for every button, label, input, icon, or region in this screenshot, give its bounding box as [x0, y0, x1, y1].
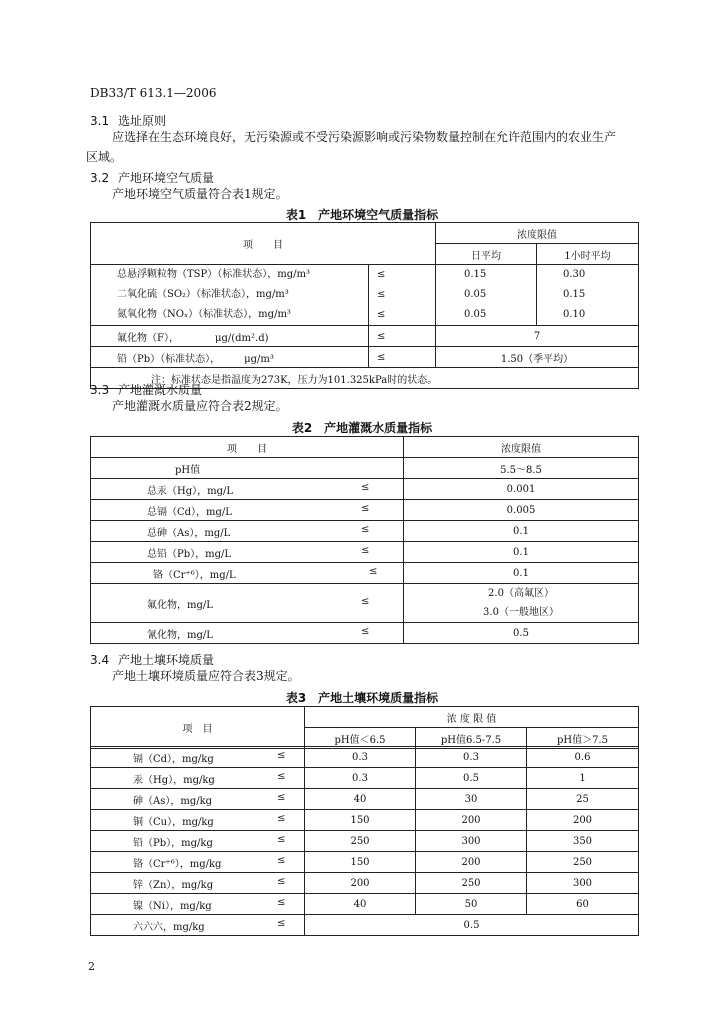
table-3-header-item: 项 目 — [91, 707, 305, 749]
table-row — [91, 810, 639, 831]
section-3-4-heading — [90, 651, 214, 668]
table-cell: 200 — [305, 873, 416, 894]
table-row — [91, 347, 639, 368]
table-3 — [90, 706, 639, 749]
table-2-item — [91, 542, 404, 563]
table-3-item — [91, 789, 305, 810]
table-cell: 0.05 — [464, 289, 487, 300]
table-3-header-ph-mid: pH值6.5-7.5 — [416, 728, 527, 749]
table-3-body — [90, 746, 639, 936]
leq-symbol: ≤ — [361, 523, 370, 535]
item-label: 总镉（Cd），mg/L — [147, 506, 232, 518]
table-cell: 5.5～8.5 — [404, 458, 639, 479]
table-3-item — [91, 894, 305, 915]
table-row — [91, 623, 639, 644]
table-cell: 0.3 — [305, 747, 416, 768]
section-3-1-text-line2: 区域。 — [86, 150, 123, 164]
table-cell: 0.10 — [563, 309, 586, 320]
section-number: 3.1 — [90, 114, 110, 128]
table-1-header-hour: 1小时平均 — [537, 244, 639, 265]
table-cell: 0.3 — [416, 747, 527, 768]
item-label: 锌（Zn），mg/kg — [133, 879, 214, 891]
table-2 — [90, 436, 639, 644]
table-1-header-day: 日平均 — [436, 244, 537, 265]
table-cell: 0.1 — [404, 563, 639, 584]
table-1-fluoride-item — [91, 326, 369, 347]
table-cell: 250 — [527, 852, 639, 873]
section-number: 3.3 — [90, 383, 110, 397]
table-row — [91, 894, 639, 915]
leq-symbol: ≤ — [377, 309, 386, 320]
table-row — [91, 563, 639, 584]
leq-symbol: ≤ — [361, 481, 370, 493]
leq-symbol: ≤ — [361, 502, 370, 514]
table-3-item — [91, 810, 305, 831]
table-cell: 150 — [305, 810, 416, 831]
table-cell: 0.1 — [404, 521, 639, 542]
table-cell: 0.1 — [404, 542, 639, 563]
table-cell: 0.3 — [305, 768, 416, 789]
table-row — [91, 500, 639, 521]
table-cell: 0.05 — [464, 309, 487, 320]
table-cell: 200 — [416, 810, 527, 831]
table-1-header-item: 项 目 — [91, 223, 436, 265]
section-3-3-heading — [90, 381, 202, 398]
table-cell: 250 — [305, 831, 416, 852]
section-number: 3.4 — [90, 653, 110, 667]
table-3-item — [91, 915, 305, 936]
leq-symbol: ≤ — [277, 812, 286, 824]
table-2-caption: 表2 产地灌溉水质量指标 — [291, 421, 433, 435]
table-cell: 300 — [527, 873, 639, 894]
table-cell: 0.6 — [527, 747, 639, 768]
item-label: 总汞（Hg），mg/L — [147, 485, 234, 497]
table-2-item — [91, 500, 404, 521]
table-3-header-ph-low: pH值＜6.5 — [305, 728, 416, 749]
table-cell: 0.5 — [416, 768, 527, 789]
leq-symbol: ≤ — [361, 625, 370, 637]
section-title: 产地土壤环境质量 — [118, 653, 215, 667]
table-cell: 300 — [416, 831, 527, 852]
table-3-item — [91, 852, 305, 873]
table-cell: 30 — [416, 789, 527, 810]
section-title: 产地灌溉水质量 — [118, 383, 203, 397]
table-cell: 60 — [527, 894, 639, 915]
table-row-item: 二氧化硫（SO₂）（标准状态），mg/m³ — [117, 289, 289, 300]
leq-symbol: ≤ — [277, 833, 286, 845]
table-cell: 7 — [436, 326, 639, 347]
section-3-4-text: 产地土壤环境质量应符合表3规定。 — [112, 669, 300, 683]
table-2-item — [91, 623, 404, 644]
table-cell: 200 — [527, 810, 639, 831]
leq-symbol: ≤ — [361, 544, 370, 556]
leq-symbol: ≤ — [277, 896, 286, 908]
item-label: 铅（Pb），mg/kg — [133, 837, 213, 849]
table-2-header-limit: 浓度限值 — [404, 437, 639, 458]
table-cell: 25 — [527, 789, 639, 810]
table-1-gas-symbols — [369, 265, 436, 326]
table-row — [91, 521, 639, 542]
item-label: 砷（As），mg/kg — [133, 795, 213, 807]
table-cell: 0.30 — [563, 269, 586, 280]
table-row — [91, 326, 639, 347]
table-row — [91, 584, 639, 623]
section-number: 3.2 — [90, 171, 110, 185]
table-cell: 250 — [416, 873, 527, 894]
document-header: DB33/T 613.1—2006 — [90, 86, 217, 100]
item-label: 铜（Cu），mg/kg — [133, 816, 214, 828]
table-cell: 50 — [416, 894, 527, 915]
table-2-item — [91, 521, 404, 542]
leq-symbol: ≤ — [369, 347, 436, 368]
table-cell: 0.15 — [464, 269, 487, 280]
table-cell: 350 — [527, 831, 639, 852]
table-3-header-limit: 浓 度 限 值 — [305, 707, 639, 728]
leq-symbol: ≤ — [277, 854, 286, 866]
item-label: 铅（Pb）（标准状态）， — [117, 353, 221, 365]
table-3-item — [91, 747, 305, 768]
item-label: 总铅（Pb），mg/L — [147, 548, 232, 560]
table-2-fluoride-values — [404, 584, 639, 623]
table-cell: 0.5 — [404, 623, 639, 644]
table-row-item: 总悬浮颗粒物（TSP）（标准状态），mg/m³ — [117, 269, 310, 280]
table-row — [91, 479, 639, 500]
leq-symbol: ≤ — [277, 749, 286, 761]
table-2-ph-item: pH值 — [91, 458, 404, 479]
table-row — [91, 747, 639, 768]
table-3-item — [91, 831, 305, 852]
table-row — [91, 542, 639, 563]
table-2-item — [91, 584, 404, 623]
table-cell: 2.0（高氟区） — [488, 588, 554, 599]
table-row — [91, 458, 639, 479]
table-cell: 1.50（季平均） — [436, 347, 639, 368]
table-2-header-item: 项 目 — [91, 437, 404, 458]
table-cell: 150 — [305, 852, 416, 873]
leq-symbol: ≤ — [361, 595, 370, 607]
table-cell: 1 — [527, 768, 639, 789]
table-row — [91, 831, 639, 852]
table-row — [91, 852, 639, 873]
item-label: 汞（Hg），mg/kg — [133, 774, 215, 786]
leq-symbol: ≤ — [277, 875, 286, 887]
leq-symbol: ≤ — [277, 917, 286, 929]
table-row — [91, 768, 639, 789]
section-3-2-heading — [90, 169, 214, 186]
section-3-1-heading — [90, 112, 166, 129]
table-1-gas-hour-values — [537, 265, 639, 326]
item-label: 氟化物，mg/L — [147, 599, 213, 611]
table-row — [91, 915, 639, 936]
table-row — [91, 873, 639, 894]
table-3-item — [91, 768, 305, 789]
section-title: 选址原则 — [118, 114, 167, 128]
table-2-item — [91, 563, 404, 584]
table-1-caption: 表1 产地环境空气质量指标 — [285, 208, 439, 222]
table-cell: 200 — [416, 852, 527, 873]
table-1-gas-day-values — [436, 265, 537, 326]
section-3-3-text: 产地灌溉水质量应符合表2规定。 — [112, 399, 288, 413]
leq-symbol: ≤ — [369, 326, 436, 347]
item-label: 六六六，mg/kg — [133, 921, 205, 933]
item-unit: μg/(dm².d) — [214, 332, 269, 344]
table-cell: 40 — [305, 789, 416, 810]
section-3-2-text: 产地环境空气质量符合表1规定。 — [112, 187, 288, 201]
table-3-header-ph-high: pH值＞7.5 — [527, 728, 639, 749]
item-unit: μg/m³ — [244, 353, 274, 365]
table-row-item: 氮氧化物（NOₓ）（标准状态），mg/m³ — [117, 309, 291, 320]
item-label: 总砷（As），mg/L — [147, 527, 231, 539]
section-3-1-text-line1: 应选择在生态环境良好，无污染源或不受污染源影响或污染物数量控制在允许范围内的农业生产 — [112, 130, 617, 144]
table-cell: 0.5 — [305, 915, 639, 936]
table-3-caption: 表3 产地土壤环境质量指标 — [285, 691, 439, 705]
item-label: 镍（Ni），mg/kg — [133, 900, 212, 912]
table-cell: 40 — [305, 894, 416, 915]
table-cell: 0.15 — [563, 289, 586, 300]
leq-symbol: ≤ — [377, 289, 386, 300]
leq-symbol: ≤ — [369, 565, 378, 577]
table-1 — [90, 222, 639, 389]
table-cell: 0.001 — [404, 479, 639, 500]
table-1-header-limit: 浓度限值 — [436, 223, 639, 244]
table-3-item — [91, 873, 305, 894]
table-1-lead-item — [91, 347, 369, 368]
leq-symbol: ≤ — [377, 269, 386, 280]
table-1-gas-items — [91, 265, 369, 326]
table-2-item — [91, 479, 404, 500]
item-label: 铬（Cr⁺⁶），mg/kg — [133, 858, 222, 870]
leq-symbol: ≤ — [277, 791, 286, 803]
leq-symbol: ≤ — [277, 770, 286, 782]
item-label: 铬（Cr⁺⁶），mg/L — [153, 569, 236, 581]
table-cell: 0.005 — [404, 500, 639, 521]
table-cell: 3.0（一般地区） — [483, 607, 559, 618]
section-title: 产地环境空气质量 — [118, 171, 215, 185]
table-1-note: 注：标准状态是指温度为273K，压力为101.325kPa时的状态。 — [91, 368, 639, 389]
table-row — [91, 789, 639, 810]
page-number: 2 — [88, 960, 95, 973]
item-label: 镉（Cd），mg/kg — [133, 753, 214, 765]
item-label: 氰化物，mg/L — [147, 629, 213, 641]
item-label: 氟化物（F）， — [117, 332, 179, 344]
